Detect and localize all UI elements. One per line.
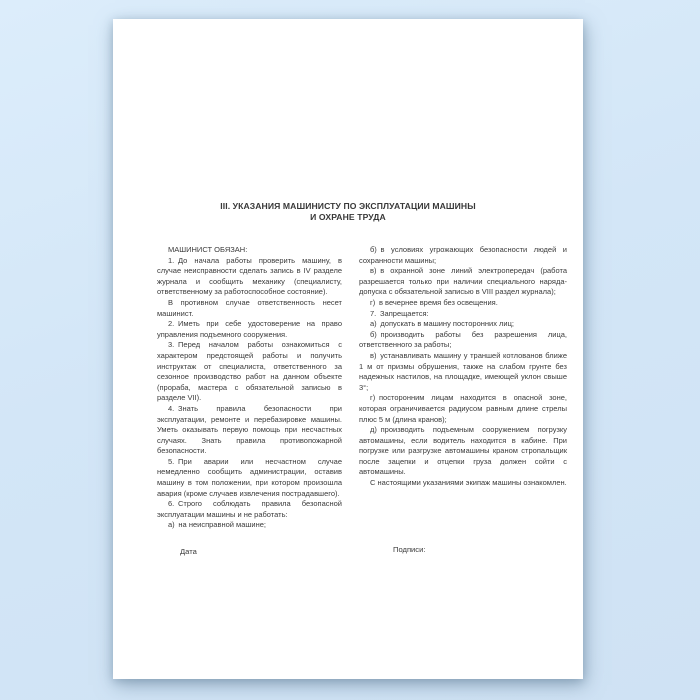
- paragraph: 5. При аварии или несчастном случае немедленно сообщить администрации, оставив машину в том положении, при котором произошла авария (кроме случаев извлечения пострадавшего).: [157, 456, 342, 498]
- page-title-line-1: III. УКАЗАНИЯ МАШИНИСТУ ПО ЭКСПЛУАТАЦИИ МАШИНЫ: [220, 201, 476, 211]
- document-page: [113, 19, 583, 679]
- paragraph: б) производить работы без разрешения лица, ответственного за работы;: [359, 329, 567, 350]
- signatures-label: Подписи:: [393, 545, 426, 554]
- page-title: [113, 201, 583, 223]
- paragraph: д) производить подъемным сооружением погрузку автомашины, если водитель находится в кабине. При погрузке или разгрузке автомашины краном стропальщик после зацепки и отцепки груза должен сойти с автомашины.: [359, 425, 567, 477]
- document-body: [157, 245, 567, 531]
- left-column: [157, 245, 342, 531]
- paragraph: 1. До начала работы проверить машину, в случае неисправности сделать запись в IV разделе журнала и сообщить механику (специалисту, ответственному за работоспособное состояние).: [157, 255, 342, 297]
- paragraph: а) на неисправной машине;: [168, 520, 266, 530]
- paragraph: 6. Строго соблюдать правила безопасной эксплуатации машины и не работать:: [157, 499, 342, 519]
- date-label: Дата: [180, 547, 197, 556]
- right-column: [359, 245, 567, 531]
- paragraph: 2. Иметь при себе удостоверение на право управления подъемного сооружения.: [157, 319, 342, 339]
- paragraph: В противном случае ответственность несет машинист.: [157, 297, 342, 318]
- paragraph: г) в вечернее время без освещения.: [370, 297, 498, 307]
- paragraph: а) допускать в машину посторонних лиц;: [370, 319, 514, 329]
- paragraph: 7. Запрещается:: [370, 308, 429, 318]
- paragraph: МАШИНИСТ ОБЯЗАН:: [168, 245, 248, 254]
- paragraph: в) в охранной зоне линий электропередач (работа разрешается только при наличии специального наряда-допуска с обязательной записью в VIII раздел журнала);: [359, 266, 567, 297]
- page-title-line-2: И ОХРАНЕ ТРУДА: [310, 212, 386, 222]
- paragraph: 4. Знать правила безопасности при эксплуатации, ремонте и перебазировке машины. Уметь оказывать первую помощь при несчастных случаях. Знать правила противопожарной безопасности.: [157, 403, 342, 456]
- paragraph: г) посторонним лицам находится в опасной зоне, которая ограничивается радиусом равным длине стрелы плюс 5 м (длина кранов);: [359, 393, 567, 424]
- paragraph: 3. Перед началом работы ознакомиться с характером предстоящей работы и получить инструктаж от специалиста, ответственного за сезонное производство работ на данном объекте (прораба, мастера с обязательной записью в разделе VII).: [157, 340, 342, 403]
- paragraph: б) в условиях угрожающих безопасности людей и сохранности машины;: [359, 245, 567, 265]
- paragraph: в) устанавливать машину у траншей котлованов ближе 1 м от призмы обрушения, также на слабом грунте без надежных настилов, на площадке, имеющей уклон свыше 3°;: [359, 350, 567, 392]
- paragraph: С настоящими указаниями экипаж машины ознакомлен.: [370, 478, 567, 488]
